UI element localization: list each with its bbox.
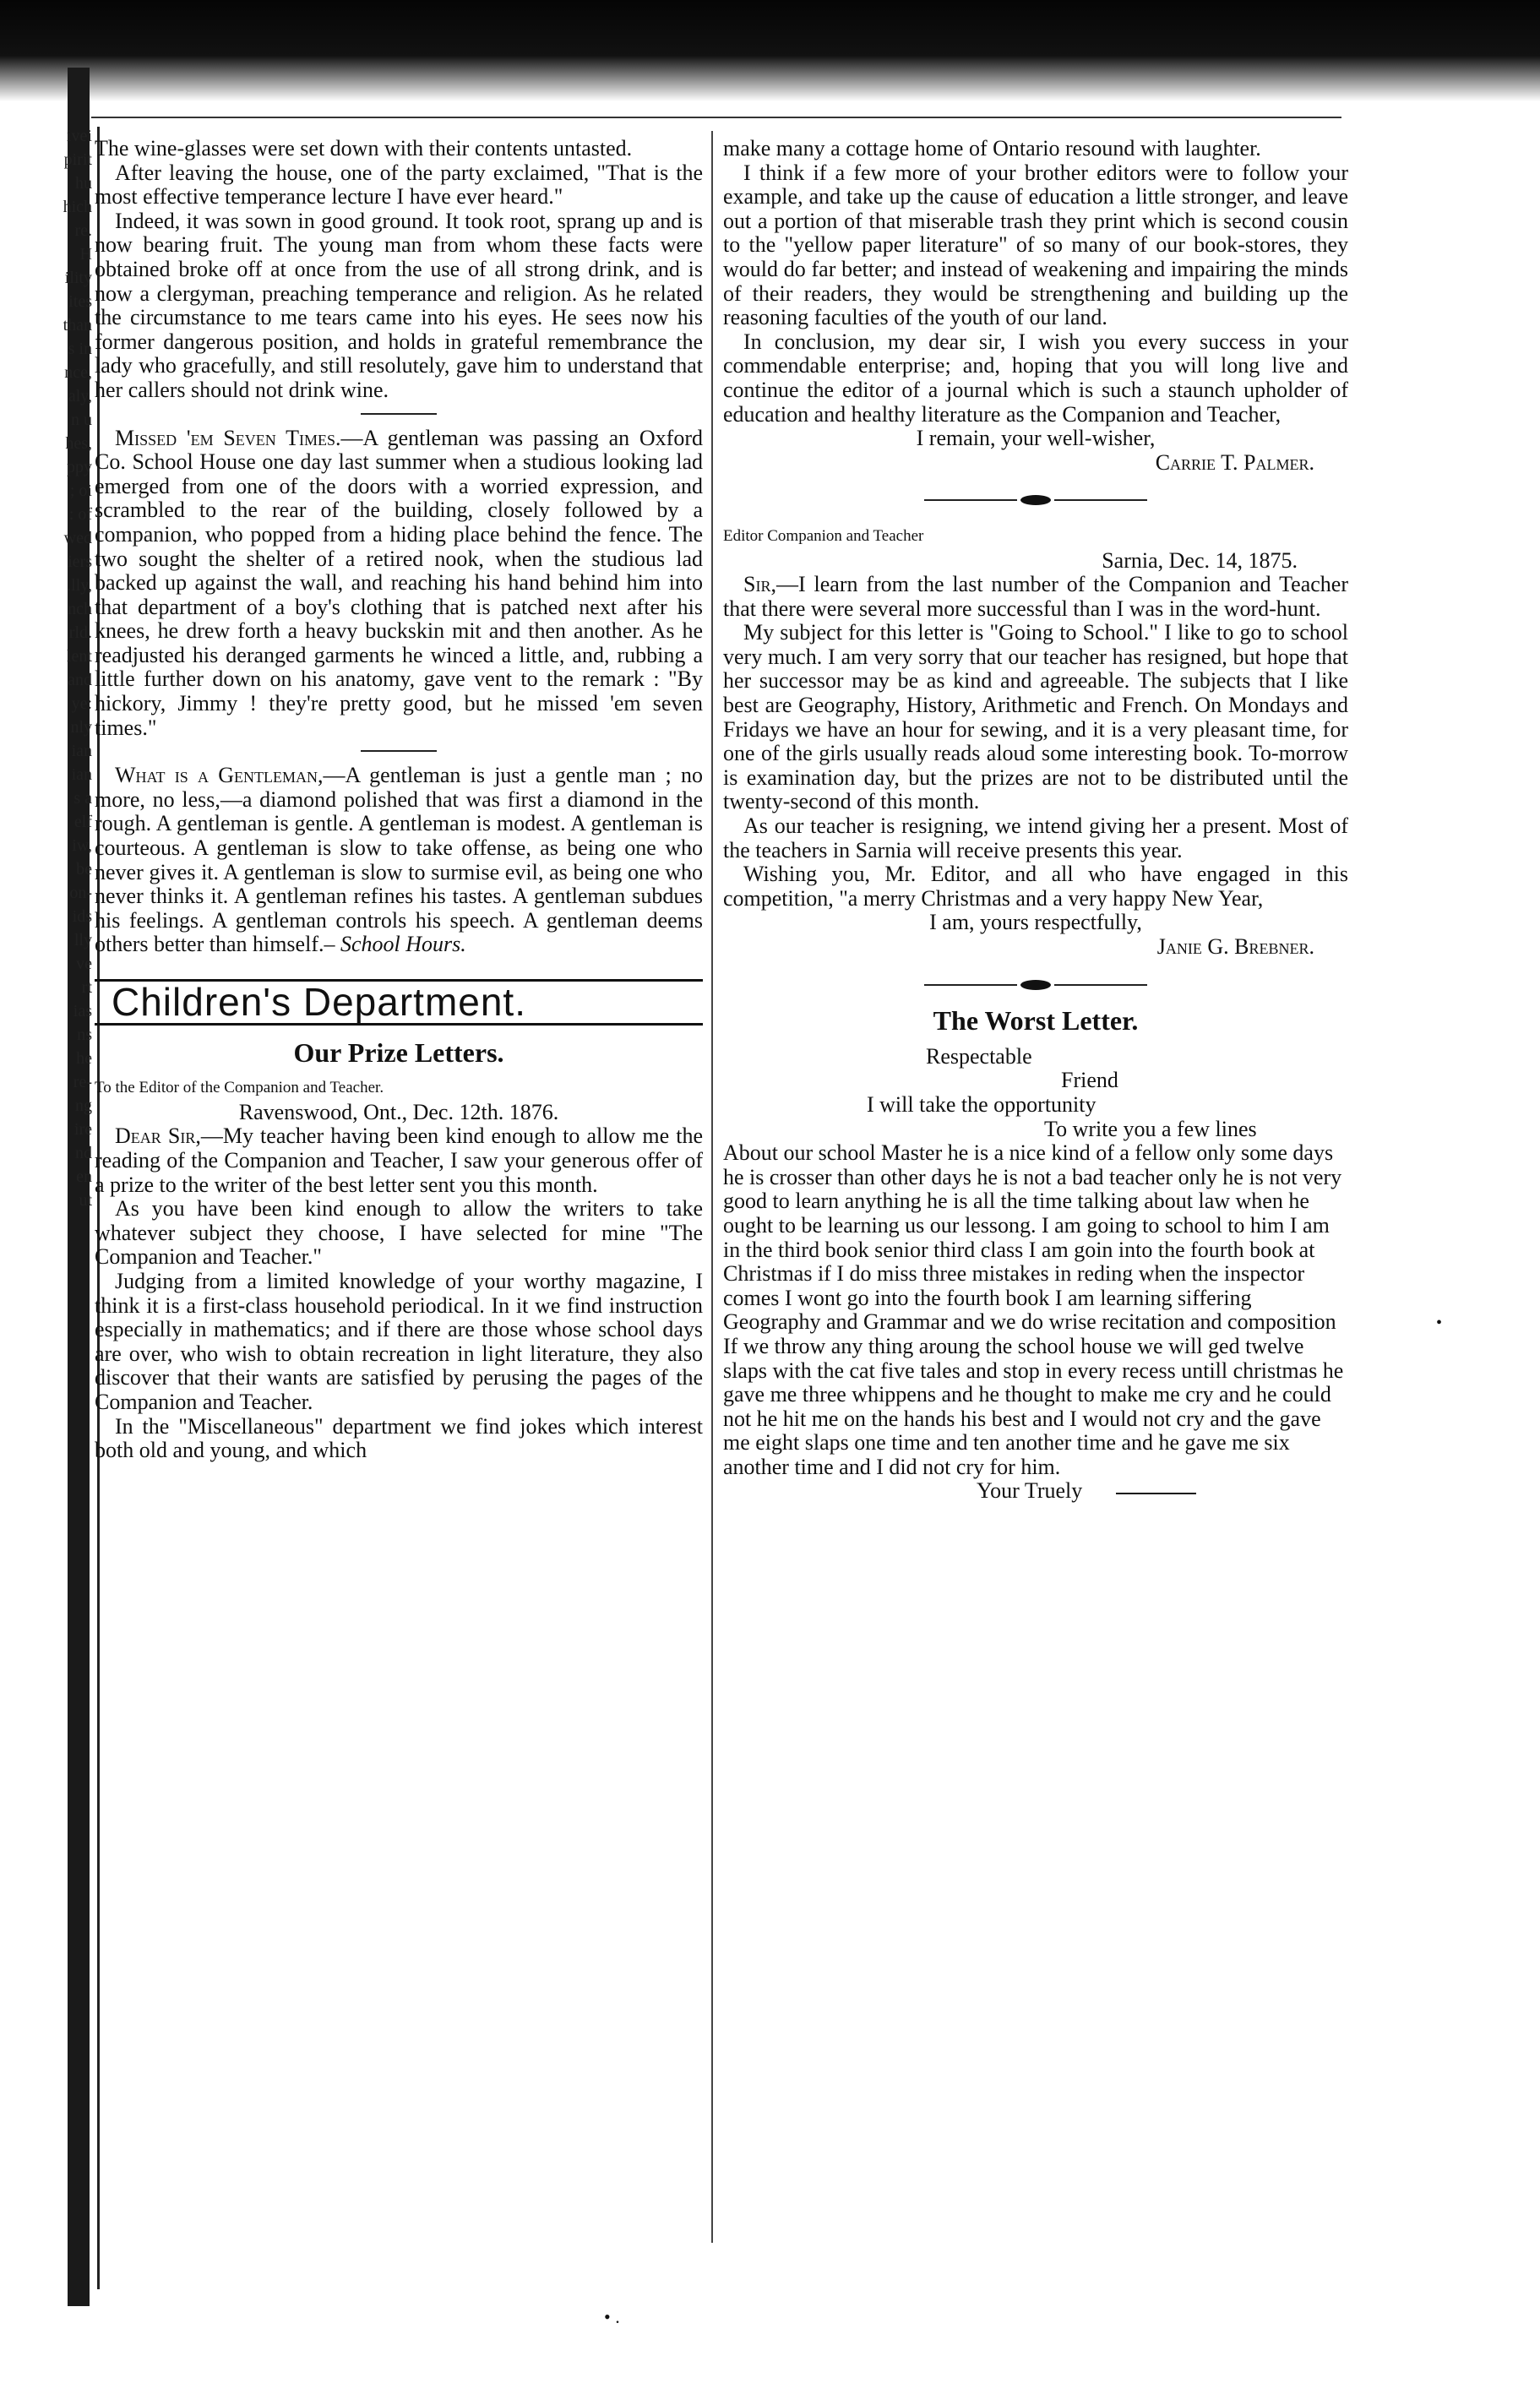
letter-signature: Carrie T. Palmer. <box>1155 449 1314 475</box>
letter2-sir: Sir, <box>743 572 776 597</box>
gentleman-article <box>95 764 703 957</box>
letter2-paragraph: My subject for this letter is "Going to School." I like to go to school very much. I am very sorry that our teacher has resigned, but hope that her successor may be as kind and agreeable. The subjects that I like best are Geography, History, Arithmetic and French. On Mondays and Fridays we have an hour for sewing, and it is a very pleasant time, for one of the girls usually reads aloud some interesting book. To-morrow is examination day, but the prizes are not to be distributed until the twenty-second of this month. <box>723 620 1348 814</box>
margin-fragment: be <box>76 860 92 879</box>
worst-line: Friend <box>1061 1068 1118 1093</box>
letter-dateline: Ravenswood, Ont., Dec. 12th. 1876. <box>238 1099 559 1124</box>
margin-fragment: ire <box>73 1120 92 1139</box>
column-divider <box>711 131 713 2243</box>
margin-fragment: nch <box>68 600 92 618</box>
right-column <box>723 137 1348 2299</box>
letter-paragraph <box>95 1124 703 1197</box>
margin-fragment: ; oi <box>69 482 92 500</box>
margin-fragment: ivei <box>67 127 92 145</box>
temperance-paragraph: After leaving the house, one of the party exclaimed, "That is the most effective temperance lecture I have ever heard." <box>95 160 703 209</box>
margin-fragment: lent <box>67 647 92 666</box>
gentleman-title: What is a Gentleman, <box>115 763 324 788</box>
continuation-paragraph: make many a cottage home of Ontario resound with laughter. <box>723 136 1261 161</box>
margin-fragment: ias <box>73 1002 92 1020</box>
margin-fragment: : of <box>68 505 92 524</box>
missed-article <box>95 427 703 741</box>
footer-mark: • . <box>604 2306 620 2327</box>
ornament-divider <box>723 971 1348 996</box>
temperance-paragraph: The wine-glasses were set down with their contents untasted. <box>95 136 633 161</box>
temperance-paragraph: Indeed, it was sown in good ground. It took root, sprang up and is now bearing fruit. The young man from whom these facts were obtained broke off at once from the use of all strong drink, and is now a clergyman, preaching temperance and religion. As he related the circumstance to me tears came into his eyes. He sees now his former dangerous position, and holds in grateful remembrance the lady who gracefully, and still resolutely, gave him to understand that her callers should not drink wine. <box>95 208 703 402</box>
margin-fragment: ian <box>71 742 92 760</box>
margin-fragment: re. <box>74 221 92 240</box>
worst-line: To write you a few lines <box>1044 1116 1257 1141</box>
margin-fragment: elf <box>73 813 92 831</box>
margin-fragment: pirit <box>63 150 92 169</box>
separator-rule <box>361 750 437 752</box>
signoff-rule <box>1116 1493 1196 1494</box>
letter2-dateline: Sarnia, Dec. 14, 1875. <box>1102 547 1298 573</box>
letter2-paragraph <box>723 573 1348 621</box>
margin-fragment: rt <box>81 978 92 997</box>
section-heading: Children's Department. <box>95 979 703 1026</box>
margin-fragment: n u <box>71 411 92 429</box>
margin-fragment: hu <box>75 174 92 193</box>
margin-fragment: iers <box>68 552 92 571</box>
left-column <box>95 137 703 2299</box>
worst-line: Respectable <box>926 1043 1032 1069</box>
margin-fragment: s in <box>68 340 92 358</box>
ornament-divider <box>723 487 1348 511</box>
margin-fragment: ility <box>64 269 92 287</box>
letter-paragraph: Judging from a limited knowledge of your worthy magazine, I think it is a first-class household periodical. In it we find instruction especially in mathematics; and if there are those whose school days are over, who wish to obtain recreation in light literature, they also discover that their wants are satisfied by perusing the pages of the Companion and Teacher. <box>95 1268 703 1414</box>
letter2-p1: —I learn from the last number of the Companion and Teacher that there were several more successful than I was in the word-hunt. <box>723 572 1348 621</box>
margin-fragment: s a <box>73 789 92 808</box>
margin-fragment: ng <box>75 1096 92 1115</box>
margin-fragment: ve <box>76 955 92 973</box>
margin-fragment: ppy <box>67 458 92 476</box>
margin-fragment: than <box>63 316 92 335</box>
margin-fragment: on- <box>69 884 92 902</box>
margin-fragment: he <box>76 1049 92 1068</box>
margin-fragment: and <box>68 671 92 689</box>
margin-fragment: ites <box>68 292 92 311</box>
letter2-paragraph: Wishing you, Mr. Editor, and all who have engaged in this competition, "a merry Christmas and a very happy New Year, <box>723 862 1348 911</box>
margin-fragment: ut <box>79 1191 92 1210</box>
top-rule <box>91 117 1341 118</box>
margin-fragment: wed <box>63 529 92 547</box>
margin-fragment: ye: <box>71 694 92 713</box>
missed-text: —A gentleman was passing an Oxford Co. School House one day last summer when a studious looking lad emerged from one of the doors with a worried expression, and scrambled to the rear of the building, closely followed by a companion, who popped from a hiding place behind the fence. The two sought the shelter of a retired nook, when the studious lad backed up against the wall, and reaching his hand behind him into that department of a boy's clothing that is patched next after his knees, he drew forth a heavy buckskin mit and then another. As he readjusted his deranged garments he winced a little, and, rubbing a little further down on his anatomy, gave vent to the remark : "By hickory, Jimmy ! they're pretty good, but he missed 'em seven times." <box>95 425 703 740</box>
missed-title: Missed 'em Seven Times. <box>115 425 341 450</box>
letter-paragraph: As you have been kind enough to allow the writers to take whatever subject they choose, I have selected for mine "The Companion and Teacher." <box>95 1196 703 1270</box>
letter2-paragraph: As our teacher is resigning, we intend giving her a present. Most of the teachers in Sarnia will receive presents this year. <box>723 813 1348 862</box>
gentleman-text: —A gentleman is just a gentle man ; no more, no less,—a diamond polished that was first a diamond in the rough. A gentleman is gentle. A gentleman is modest. A gentleman is courteous. A gentleman is slow to take offense, as being one who never gives it. A gentleman is slow to surmise evil, as being one who never thinks it. A gentleman refines his tastes. A gentleman subdues his feelings. A gentleman controls his speech. A gentleman deems others better than himself.– <box>95 763 703 957</box>
margin-fragment: nd <box>75 1144 92 1162</box>
worst-body: About our school Master he is a nice kind of a fellow only some days he is crosser than other days he is not a bad teacher only he is not very good to learn anything he is all the time talking about law when he ought to be learning us our lessong. I am going to school to him I am in the third book senior third class I am goin into the fourth book at Christmas if I do miss three mistakes in reding when the inspector comes I wont go into the fourth book I am learning siffering Geography and Grammar and we do wrise recitation and composition If we throw any thing aroung the school house we will ged twelve slaps with the cat five tales and stop in every recess untill christmas he gave me three whippens and he thought to make me cry and he could not he hit me on the hands his best and I would not cry and the gave me eight slaps one time and ten another time and he gave me six another time and I did not cry for him. <box>723 1140 1344 1479</box>
margin-fragment: nce, <box>64 363 92 382</box>
margin-fragment: .lly, <box>67 576 92 595</box>
margin-fragment: hich <box>63 198 92 216</box>
worst-signoff-line <box>723 1479 1348 1504</box>
continuation-paragraph: In conclusion, my dear sir, I wish you every success in your commendable enterprise; and, hoping that you will long live and continue the editor of a journal which is such a staunch upholder of education and healthy literature as the Companion and Teacher, <box>723 329 1348 427</box>
margin-fragment: iw, <box>72 836 92 855</box>
separator-rule <box>361 413 437 415</box>
margin-fragment: rld. <box>68 623 92 642</box>
worst-line: I will take the opportunity <box>867 1091 1097 1117</box>
letter-paragraph: In the "Miscellaneous" department we find jokes which interest both old and young, and which <box>95 1413 703 1463</box>
scan-top-edge <box>0 0 1540 101</box>
margin-fragment: H <box>79 245 92 264</box>
letter-p1: —My teacher having been kind enough to allow me the reading of the Companion and Teacher, I saw your generous offer of a prize to the writer of the best letter sent you this month. <box>95 1124 703 1197</box>
margin-fragment: ian <box>71 765 92 784</box>
letter2-signature: Janie G. Brebner. <box>1156 934 1314 959</box>
worst-signoff: Your Truely <box>977 1478 1083 1504</box>
margin-fragment: ids <box>72 907 92 926</box>
margin-fragment: lly <box>73 931 92 949</box>
prize-heading: Our Prize Letters. <box>293 1036 504 1068</box>
margin-fragment: aly, <box>68 387 92 405</box>
letter-address: To the Editor of the Companion and Teacher. <box>95 1079 384 1097</box>
margin-fragment: nly <box>70 718 92 737</box>
letter-closing: I remain, your well-wisher, <box>916 426 1156 451</box>
left-margin-fragments <box>0 127 100 2289</box>
letter2-closing: I am, yours respectfully, <box>929 910 1142 935</box>
worst-heading: The Worst Letter. <box>933 1005 1139 1036</box>
margin-fragment: en <box>76 1167 92 1186</box>
margin-fragment: hes, <box>65 434 92 453</box>
margin-dot: • <box>1436 1314 1443 1332</box>
gentleman-source: School Hours. <box>340 932 466 957</box>
continuation-paragraph: I think if a few more of your brother editors were to follow your example, and take up the cause of education a little stronger, and leave out a portion of that miserable trash they print which is second cousin to the "yellow paper literature" of so many of our book-stores, they would do far better; and instead of weakening and impairing the minds of their readers, they would be strengthening and building up the reasoning faculties of the youth of our land. <box>723 160 1348 330</box>
margin-fragment: ns <box>77 1026 92 1044</box>
letter2-address: Editor Companion and Teacher <box>723 526 924 545</box>
margin-fragment: re- <box>73 1073 92 1091</box>
letter-dear-sir: Dear Sir, <box>115 1124 201 1149</box>
